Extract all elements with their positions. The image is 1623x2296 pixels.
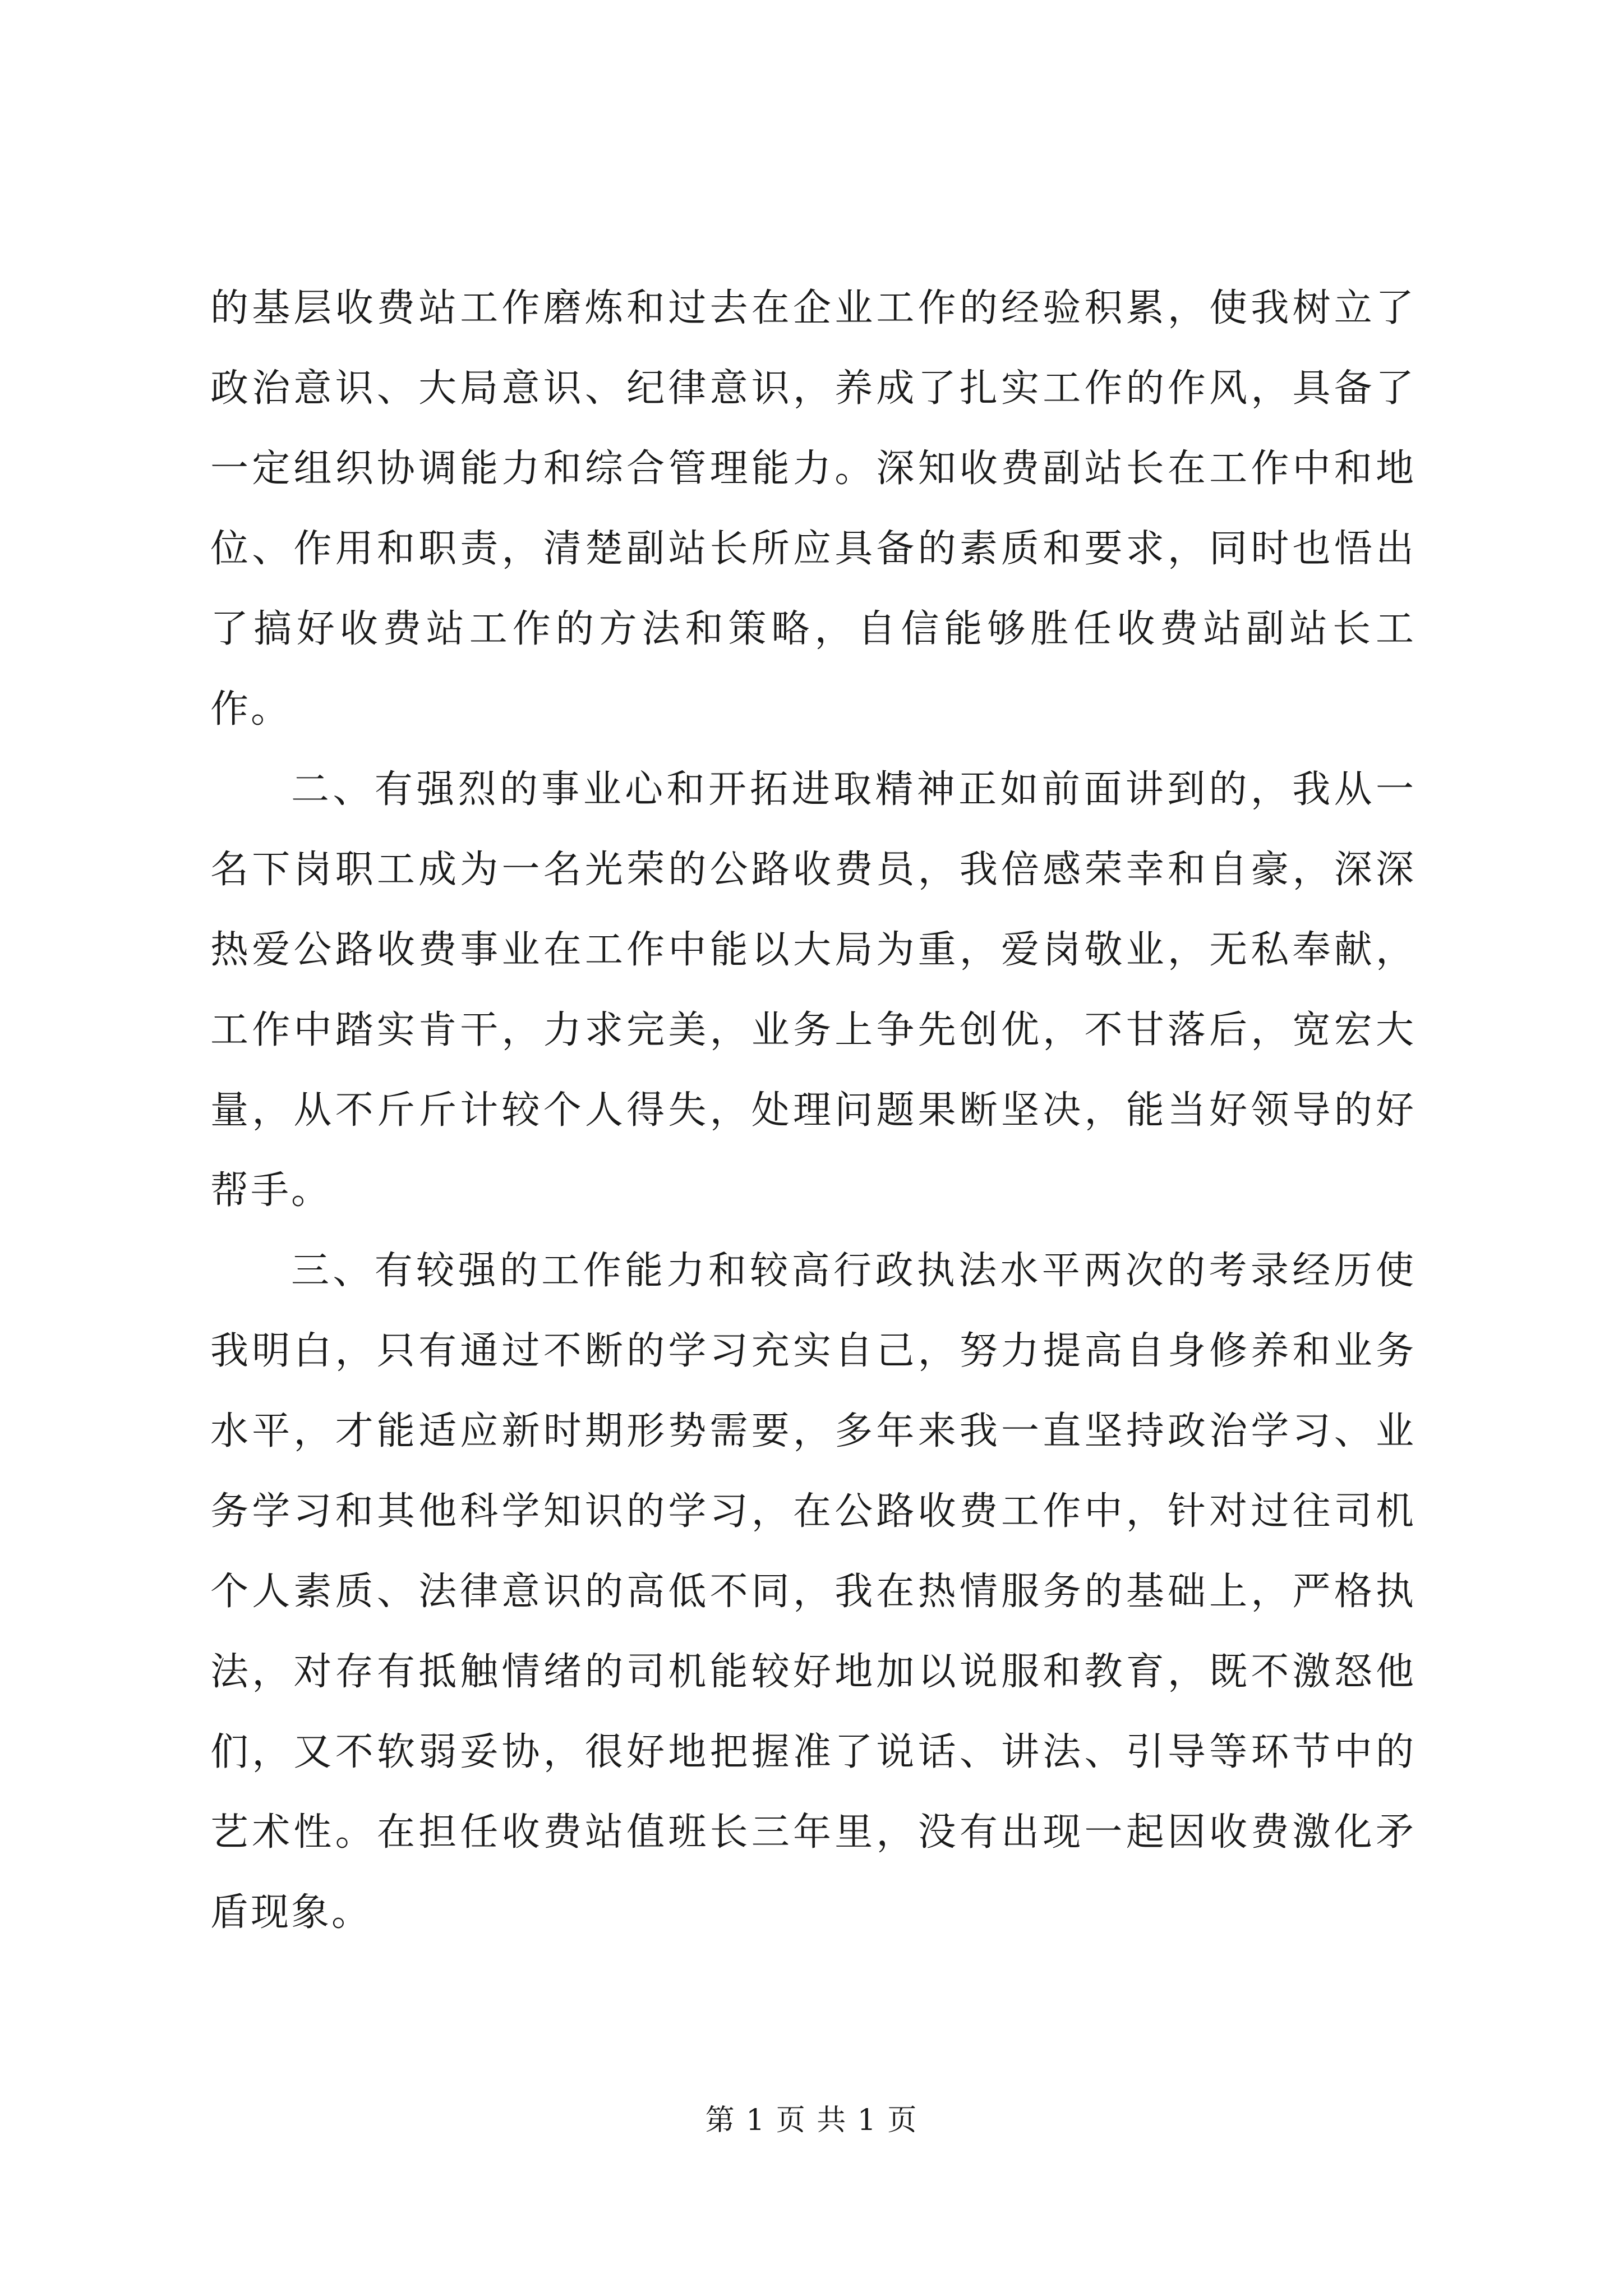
document-body	[210, 268, 1416, 1953]
paragraph-section-three: 三、有较强的工作能力和较高行政执法水平两次的考录经历使我明白，只有通过不断的学习充实自己，努力提高自身修养和业务水平，才能适应新时期形势需要，多年来我一直坚持政治学习、业务学习和其他科学知识的学习，在公路收费工作中，针对过往司机个人素质、法律意识的高低不同，我在热情服务的基础上，严格执法，对存有抵触情绪的司机能较好地加以说服和教育，既不激怒他们，又不软弱妥协，很好地把握准了说话、讲法、引导等环节中的艺术性。在担任收费站值班长三年里，没有出现一起因收费激化矛盾现象。	[210, 1249, 1416, 1935]
paragraph-continuation: 的基层收费站工作磨炼和过去在企业工作的经验积累，使我树立了政治意识、大局意识、纪律意识，养成了扎实工作的作风，具备了一定组织协调能力和综合管理能力。深知收费副站长在工作中和地位、作用和职责，清楚副站长所应具备的素质和要求，同时也悟出了搞好收费站工作的方法和策略，自信能够胜任收费站副站长工作。	[210, 286, 1416, 731]
paragraph-section-two: 二、有强烈的事业心和开拓进取精神正如前面讲到的，我从一名下岗职工成为一名光荣的公路收费员，我倍感荣幸和自豪，深深热爱公路收费事业在工作中能以大局为重，爱岗敬业，无私奉献，工作中踏实肯干，力求完美，业务上争先创优，不甘落后，宽宏大量，从不斤斤计较个人得失，处理问题果断坚决，能当好领导的好帮手。	[210, 767, 1416, 1213]
page-footer: 第 1 页 共 1 页	[705, 2104, 918, 2137]
